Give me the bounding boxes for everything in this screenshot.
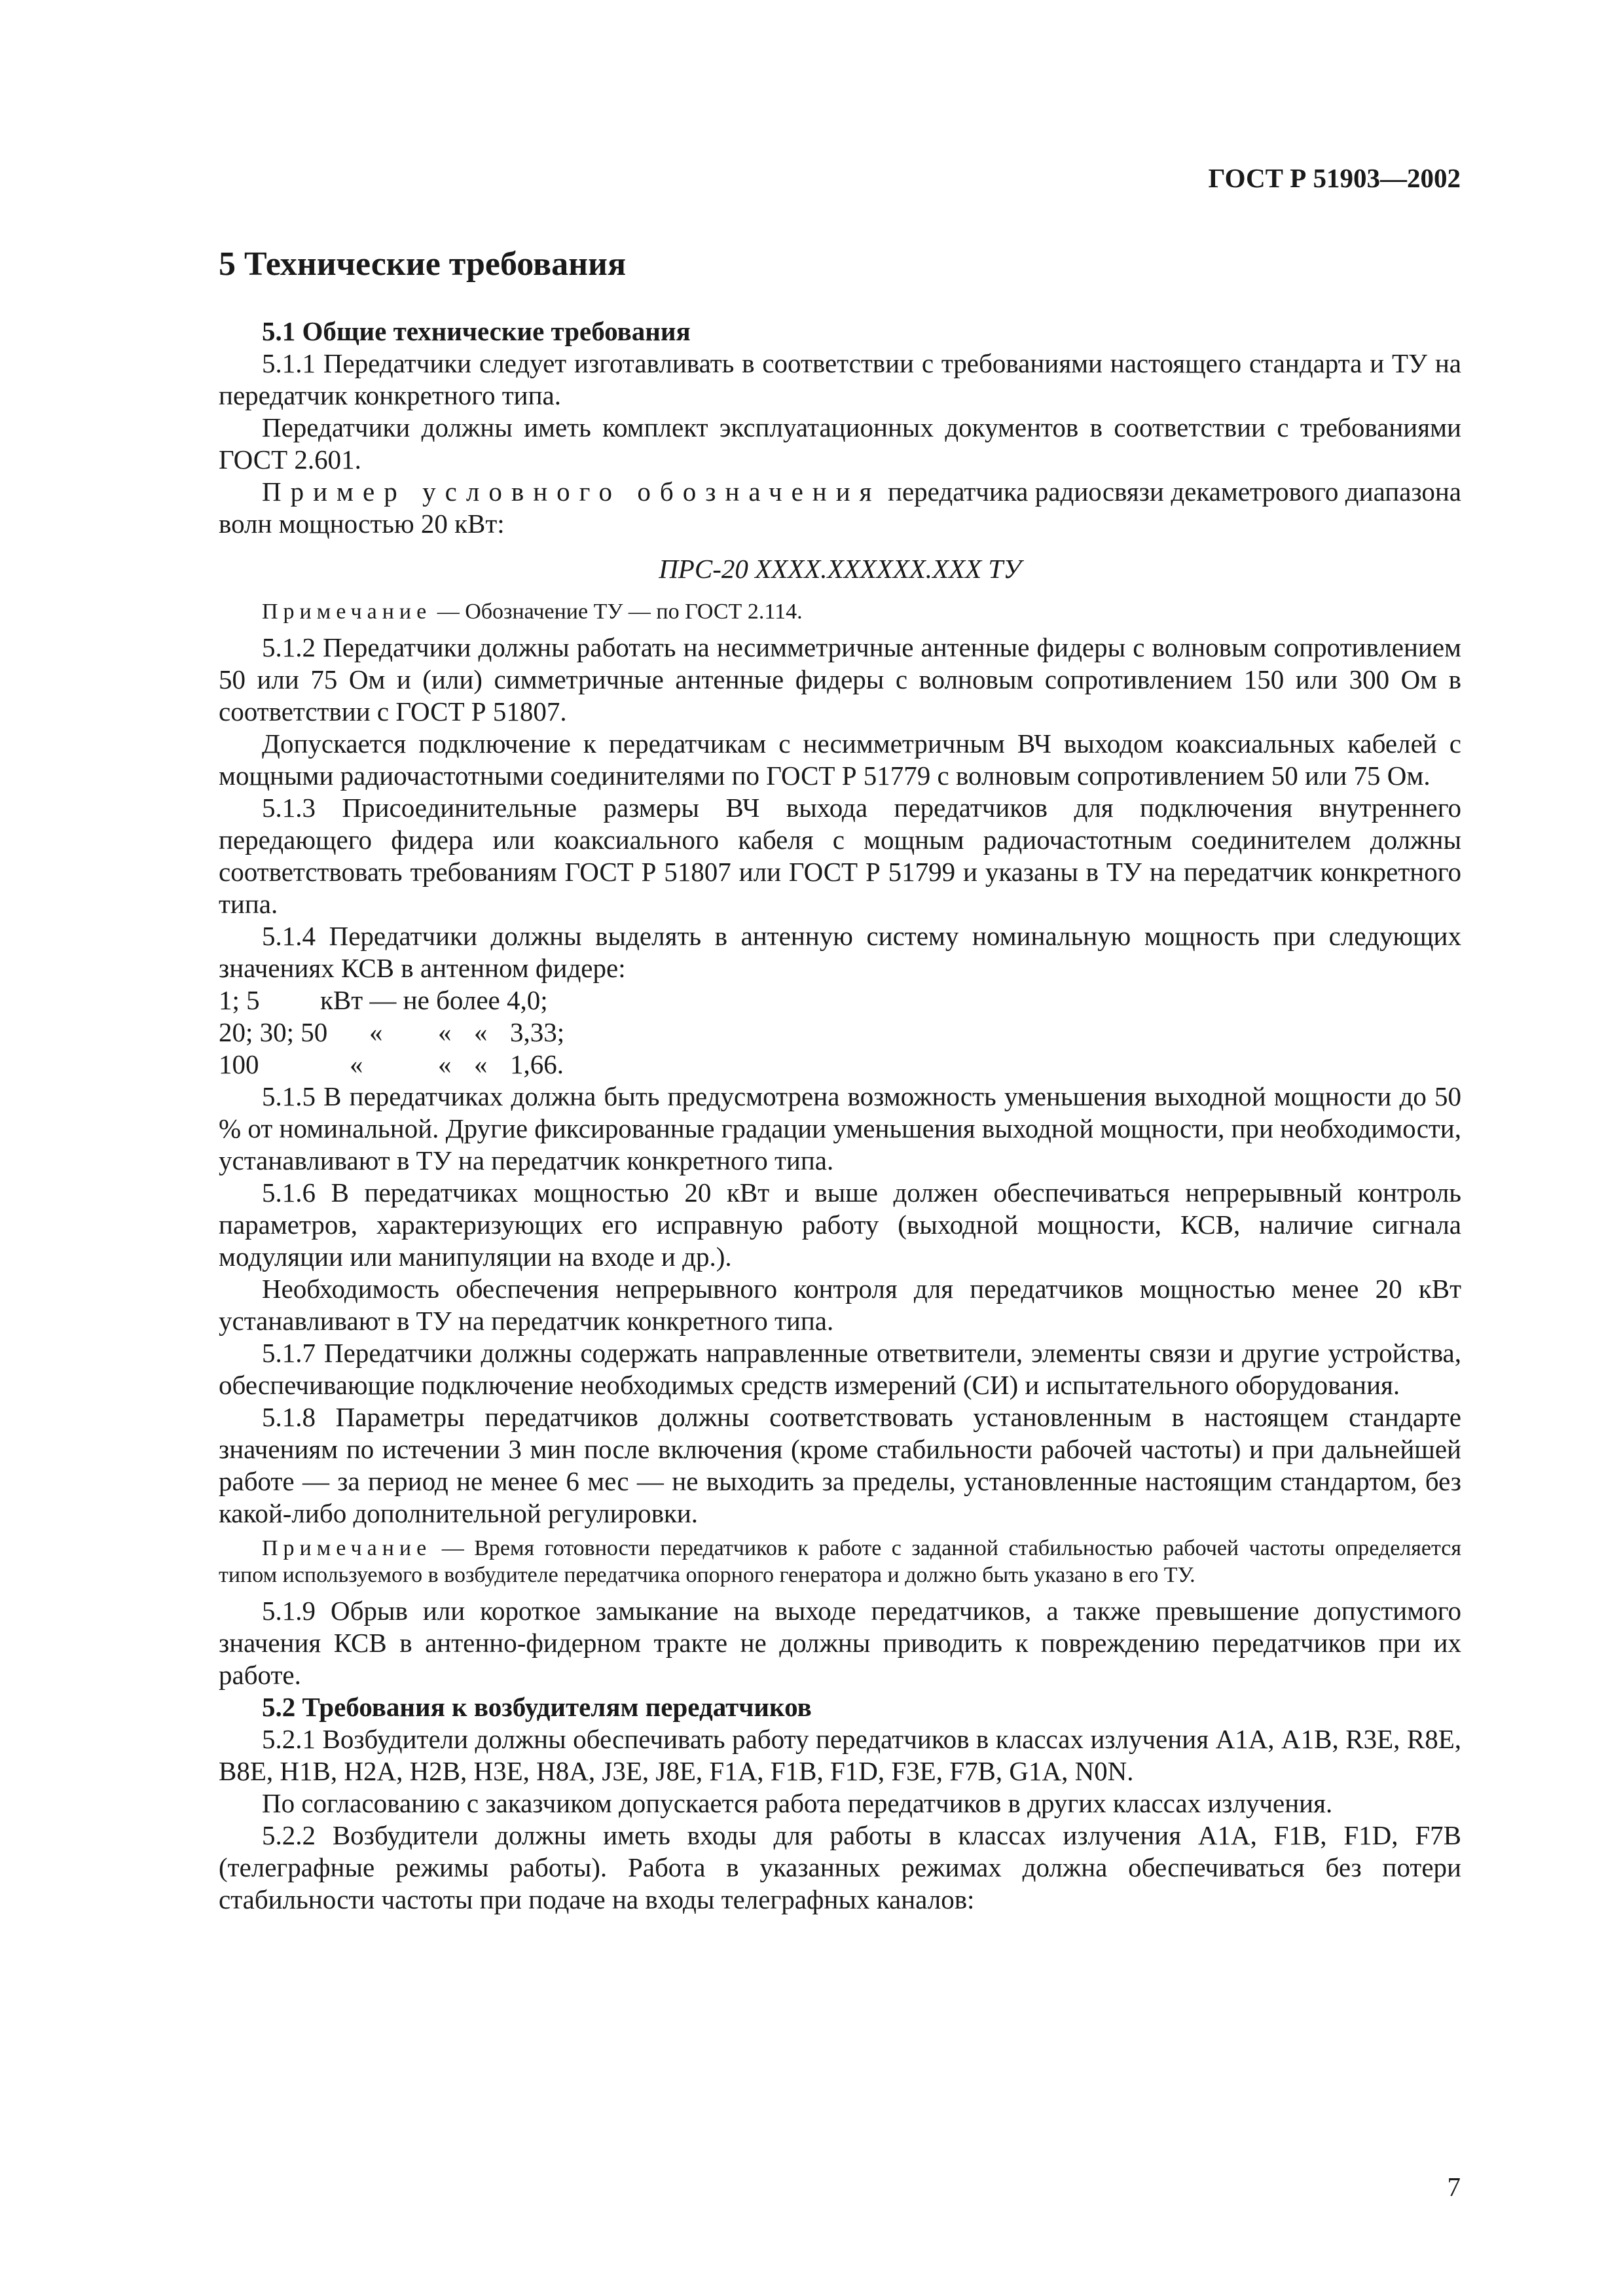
paragraph-5-1-5: 5.1.5 В передатчиках должна быть предусмотрена возможность уменьшения выходной мощности до 50 % от номинальной. Другие фиксированные градации уменьшения выходной мощности, при необходимости, устанавливают в ТУ на передатчик конкретного типа. xyxy=(219,1081,1461,1175)
subsection-heading-5-2: 5.2 Требования к возбудителям передатчиков xyxy=(262,1692,812,1722)
note-1-text: — Обозначение ТУ — по ГОСТ 2.114. xyxy=(431,600,803,624)
paragraph-5-1-9: 5.1.9 Обрыв или короткое замыкание на выходе передатчиков, а также превышение допустимого значения КСВ в антенно-фидерном тракте не должны приводить к повреждению передатчиков при их работе. xyxy=(219,1596,1461,1690)
example-text: передатчика радиосвязи декаметрового диапазона волн мощностью 20 кВт: xyxy=(219,476,1461,539)
note-2-label: Примечание xyxy=(262,1536,432,1560)
section-title: 5 Технические требования xyxy=(219,245,627,283)
paragraph-5-1-8: 5.1.8 Параметры передатчиков должны соответствовать установленным в настоящем стандарте значениям по истечении 3 мин после включения (кроме стабильности рабочей частоты) и при дальнейшей работе — за период не менее 6 мес — не выходить за пределы, установленные настоящим стандартом, без какой-либо дополнительной регулировки. xyxy=(219,1402,1461,1528)
ksv-list xyxy=(219,984,1461,1081)
paragraph-5-1-4: 5.1.4 Передатчики должны выделять в антенную систему номинальную мощность при следующих значениях КСВ в антенном фидере: xyxy=(219,921,1461,983)
example-paragraph xyxy=(219,476,1461,540)
ksv-ditto: « xyxy=(369,1017,383,1047)
paragraph-5-2-2: 5.2.2 Возбудители должны иметь входы для работы в классах излучения А1А, F1B, F1D, F7B (телеграфные режимы работы). Работа в указанных режимах должна обеспечиваться без потери стабильности частоты при подаче на входы телеграфных каналов: xyxy=(219,1820,1461,1914)
paragraph-5-1-1-docs: Передатчики должны иметь комплект эксплуатационных документов в соответствии с требованиями ГОСТ 2.601. xyxy=(219,412,1461,475)
ksv-unit: кВт — не более xyxy=(320,985,500,1015)
paragraph-5-1-3: 5.1.3 Присоединительные размеры ВЧ выхода передатчиков для подключения внутреннего передающего фидера или коаксиального кабеля с мощным радиочастотным соединителем должны соответствовать требованиям ГОСТ Р 51807 или ГОСТ Р 51799 и указаны в ТУ на передатчик конкретного типа. xyxy=(219,793,1461,919)
paragraph-5-1-2-coax: Допускается подключение к передатчикам с несимметричным ВЧ выходом коаксиальных кабелей с мощными радиочастотными соединителями по ГОСТ Р 51779 с волновым сопротивлением 50 или 75 Ом. xyxy=(219,728,1461,791)
ksv-ditto: « xyxy=(474,1049,488,1079)
paragraph-5-1-1: 5.1.1 Передатчики следует изготавливать в соответствии с требованиями настоящего стандарта и ТУ на передатчик конкретного типа. xyxy=(219,348,1461,410)
ksv-ditto: « xyxy=(438,1017,452,1047)
paragraph-5-2-1: 5.2.1 Возбудители должны обеспечивать работу передатчиков в классах излучения А1А, А1В, R3E, R8E, В8Е, Н1В, Н2А, Н2В, Н3Е, Н8А, J3E, J8E, F1A, F1B, F1D, F3E, F7B, G1A, N0N. xyxy=(219,1724,1461,1786)
document-id-header: ГОСТ Р 51903—2002 xyxy=(1208,163,1461,193)
paragraph-5-2-1-agreement: По согласованию с заказчиком допускается работа передатчиков в других классах излучения. xyxy=(262,1788,1333,1818)
example-label: Пример условного обозначения xyxy=(262,476,881,507)
ksv-ditto: « xyxy=(474,1017,488,1047)
note-2 xyxy=(219,1535,1461,1588)
page-content xyxy=(219,236,1461,1916)
ksv-ditto: « xyxy=(438,1049,452,1079)
ksv-row xyxy=(219,1049,1461,1081)
page-number: 7 xyxy=(1447,2172,1461,2202)
paragraph-5-1-6-control: Необходимость обеспечения непрерывного контроля для передатчиков мощностью менее 20 кВт устанавливают в ТУ на передатчик конкретного типа. xyxy=(219,1274,1461,1336)
paragraph-5-1-6: 5.1.6 В передатчиках мощностью 20 кВт и выше должен обеспечиваться непрерывный контроль параметров, характеризующих его исправную работу (выходной мощности, КСВ, наличие сигнала модуляции или манипуляции на входе и др.). xyxy=(219,1177,1461,1272)
ksv-row xyxy=(219,1016,1461,1049)
note-2-text: — Время готовности передатчиков к работе с заданной стабильностью рабочей частоты определяется типом используемого в возбудителе передатчика опорного генератора и должно быть указано в его ТУ. xyxy=(219,1536,1461,1587)
subsection-heading-5-1: 5.1 Общие технические требования xyxy=(262,316,691,346)
paragraph-5-1-7: 5.1.7 Передатчики должны содержать направленные ответвители, элементы связи и другие устройства, обеспечивающие подключение необходимых средств измерений (СИ) и испытательного оборудования. xyxy=(219,1338,1461,1400)
ksv-value: 3,33; xyxy=(510,1017,565,1047)
ksv-ditto: « xyxy=(350,1049,363,1079)
ksv-power: 20; 30; 50 xyxy=(219,1017,328,1047)
note-1-label: Примечание xyxy=(262,600,432,624)
ksv-row xyxy=(219,984,1461,1016)
designation-example: ПРС-20 ХХХХ.ХХХХХХ.ХХХ ТУ xyxy=(659,554,1021,584)
ksv-value: 4,0; xyxy=(507,985,548,1015)
note-1 xyxy=(219,598,1461,625)
paragraph-5-1-2: 5.1.2 Передатчики должны работать на несимметричные антенные фидеры с волновым сопротивлением 50 или 75 Ом и (или) симметричные антенные фидеры с волновым сопротивлением 150 или 300 Ом в соответствии с ГОСТ Р 51807. xyxy=(219,632,1461,726)
ksv-value: 1,66. xyxy=(510,1049,564,1079)
ksv-power: 100 xyxy=(219,1049,259,1079)
ksv-power: 1; 5 xyxy=(219,985,260,1015)
